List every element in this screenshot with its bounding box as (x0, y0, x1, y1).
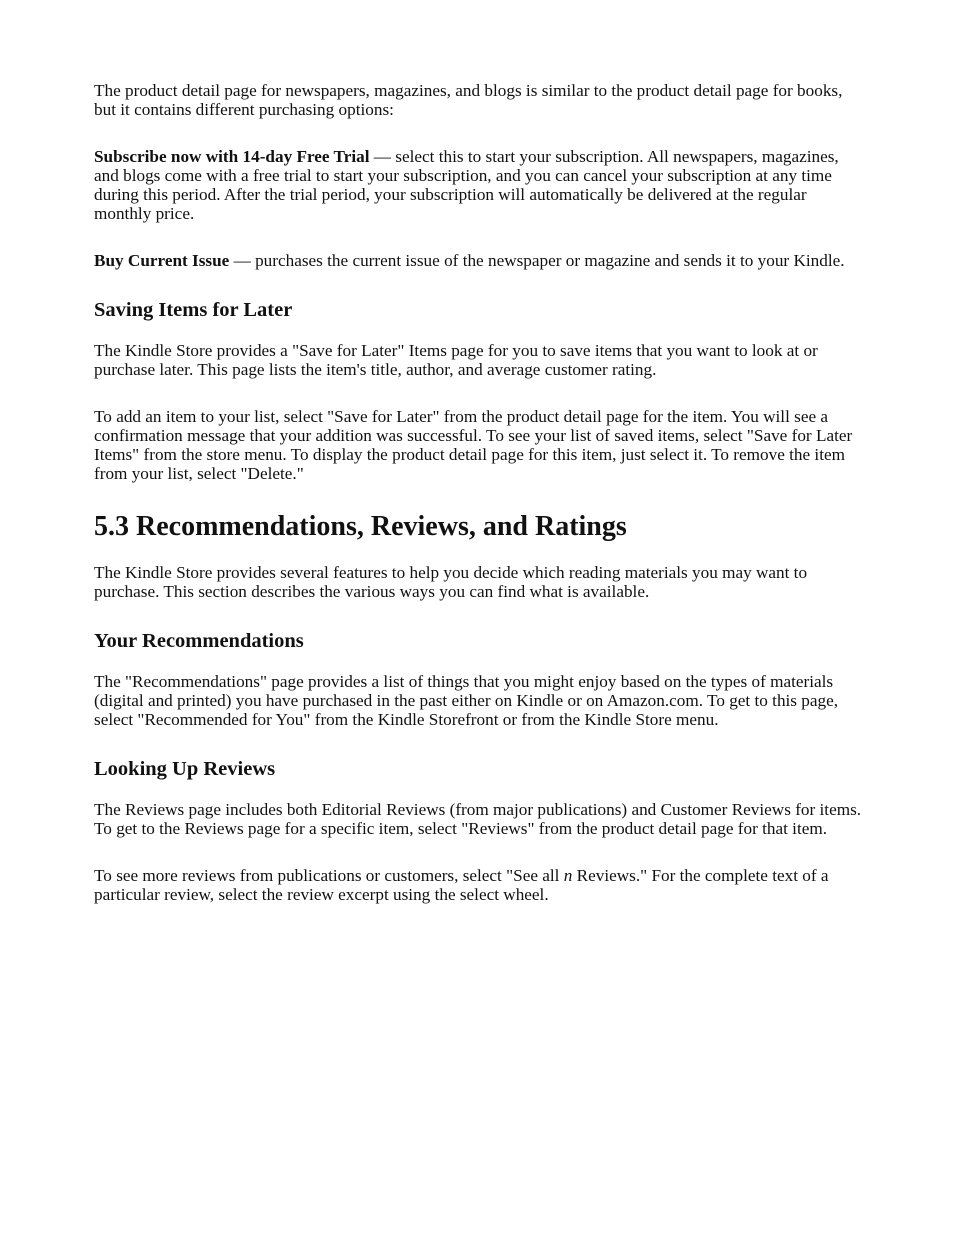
recommendations-paragraph: The "Recommendations" page provides a list of things that you might enjoy based on the types of materials (digital and printed) you have purchased in the past either on Kindle or on Amazon.com. To get to this page, select "Recommended for You" from the Kindle Storefront or from the Kindle Store menu. (94, 672, 839, 729)
reviews-p2-before: To see more reviews from publications or customers, select "See all (94, 866, 564, 885)
section-intro-paragraph: The Kindle Store provides several features to help you decide which reading materials you may want to purchase. This section describes the various ways you can find what is available. (94, 563, 808, 601)
buy-paragraph (94, 251, 864, 270)
saving-heading: Saving Items for Later (94, 299, 293, 321)
document-page (94, 81, 864, 932)
buy-dash: — (229, 251, 256, 270)
reviews-paragraph-1: The Reviews page includes both Editorial Reviews (from major publications) and Customer Reviews for items. To get to the Reviews page for a specific item, select "Reviews" from the product detail page for that item. (94, 800, 862, 838)
reviews-p2-emphasis: n (563, 866, 573, 885)
saving-paragraph-2: To add an item to your list, select "Save for Later" from the product detail page for the item. You will see a confirmation message that your addition was successful. To see your list of saved items, select "Save for Later Items" from the store menu. To display the product detail page for this item, just select it. To remove the item from your list, select "Delete." (94, 407, 853, 483)
saving-paragraph-1: The Kindle Store provides a "Save for Later" Items page for you to save items that you want to look at or purchase later. This page lists the item's title, author, and average customer rating. (94, 341, 818, 379)
reviews-paragraph-2 (94, 866, 864, 904)
subscribe-lead: Subscribe now with 14-day Free Trial (94, 147, 370, 166)
section-heading: 5.3 Recommendations, Reviews, and Ratings (94, 511, 627, 542)
recommendations-heading: Your Recommendations (94, 630, 304, 652)
buy-text: purchases the current issue of the newspaper or magazine and sends it to your Kindle. (255, 251, 845, 270)
subscribe-text: select this to start your subscription. All newspapers, magazines, and blogs come with a free trial to start your subscription, and you can cancel your subscription at any time during this period. After the trial period, your subscription will automatically be delivered at the regular monthly price. (94, 147, 839, 223)
reviews-heading: Looking Up Reviews (94, 758, 276, 780)
reviews-p2-after: Reviews." For the complete text of a particular review, select the review excerpt using the select wheel. (94, 866, 829, 904)
subscribe-paragraph (94, 147, 864, 223)
intro-paragraph: The product detail page for newspapers, magazines, and blogs is similar to the product detail page for books, but it contains different purchasing options: (94, 81, 843, 119)
subscribe-dash: — (369, 147, 396, 166)
buy-lead: Buy Current Issue (94, 251, 230, 270)
